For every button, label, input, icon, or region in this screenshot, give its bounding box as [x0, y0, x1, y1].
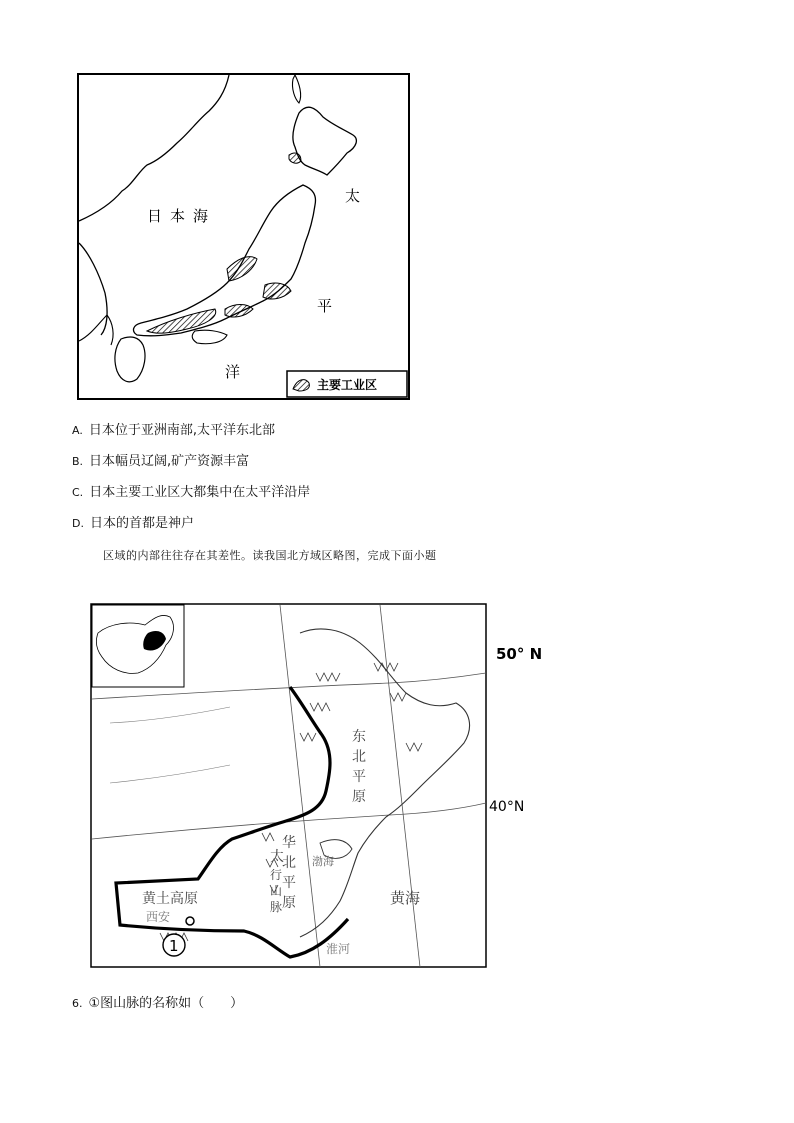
option-d[interactable] — [72, 515, 194, 533]
reading-intro: 区域的内部往往存在其差性。读我国北方域区略图，完成下面小题 — [103, 549, 437, 562]
option-b-text: 日本幅员辽阔,矿产资源丰富 — [89, 454, 250, 469]
question-6 — [72, 992, 243, 1011]
huaihe-label: 淮河 — [326, 942, 351, 956]
option-b-label: B. — [72, 455, 84, 468]
question-6-number: 6. — [72, 997, 83, 1010]
option-a-label: A. — [72, 424, 83, 437]
option-a-text: 日本位于亚洲南部,太平洋东北部 — [88, 423, 275, 438]
north-china-plain-label-4: 原 — [282, 895, 296, 911]
option-b[interactable] — [72, 453, 249, 471]
option-c[interactable] — [72, 484, 310, 502]
pacific-label-3: 洋 — [225, 363, 241, 381]
legend-label: 主要工业区 — [317, 378, 378, 392]
option-a[interactable] — [72, 422, 275, 440]
north-china-plain-label-3: 平 — [282, 875, 296, 891]
loess-plateau-label: 黄土高原 — [142, 891, 198, 907]
northeast-plain-label-4: 原 — [352, 789, 366, 805]
latitude-40n-label: 40°N — [489, 799, 525, 815]
sea-of-japan-label: 日本海 — [147, 207, 217, 225]
northeast-plain-label-2: 北 — [352, 749, 366, 765]
taihang-label-4: 脉 — [270, 900, 283, 914]
north-china-plain-label-1: 华 — [282, 835, 296, 851]
north-china-plain-label-2: 北 — [282, 855, 296, 871]
latitude-50n-label: 50° N — [496, 645, 543, 663]
option-c-label: C. — [72, 486, 84, 499]
option-c-text: 日本主要工业区大都集中在太平洋沿岸 — [89, 485, 311, 500]
taihang-label-3: 山 — [270, 884, 283, 898]
mountain-marker-1-label: 1 — [169, 937, 179, 955]
pacific-label-2: 平 — [317, 297, 333, 315]
xian-label: 西安 — [146, 910, 171, 924]
bohai-label: 渤海 — [312, 855, 334, 868]
option-d-text: 日本的首都是神户 — [89, 516, 194, 531]
question-6-text: ①图山脉的名称如（ ） — [88, 996, 244, 1011]
taihang-label-1: 太 — [270, 849, 284, 865]
northeast-plain-label-1: 东 — [352, 729, 366, 745]
north-china-map — [90, 603, 550, 969]
pacific-label-1: 太 — [345, 187, 361, 205]
yellow-sea-label: 黄海 — [390, 889, 421, 907]
xian-city-marker — [186, 917, 194, 925]
northeast-plain-label-3: 平 — [352, 769, 366, 785]
option-d-label: D. — [72, 517, 84, 530]
taihang-label-2: 行 — [270, 868, 283, 882]
japan-map — [77, 73, 410, 400]
